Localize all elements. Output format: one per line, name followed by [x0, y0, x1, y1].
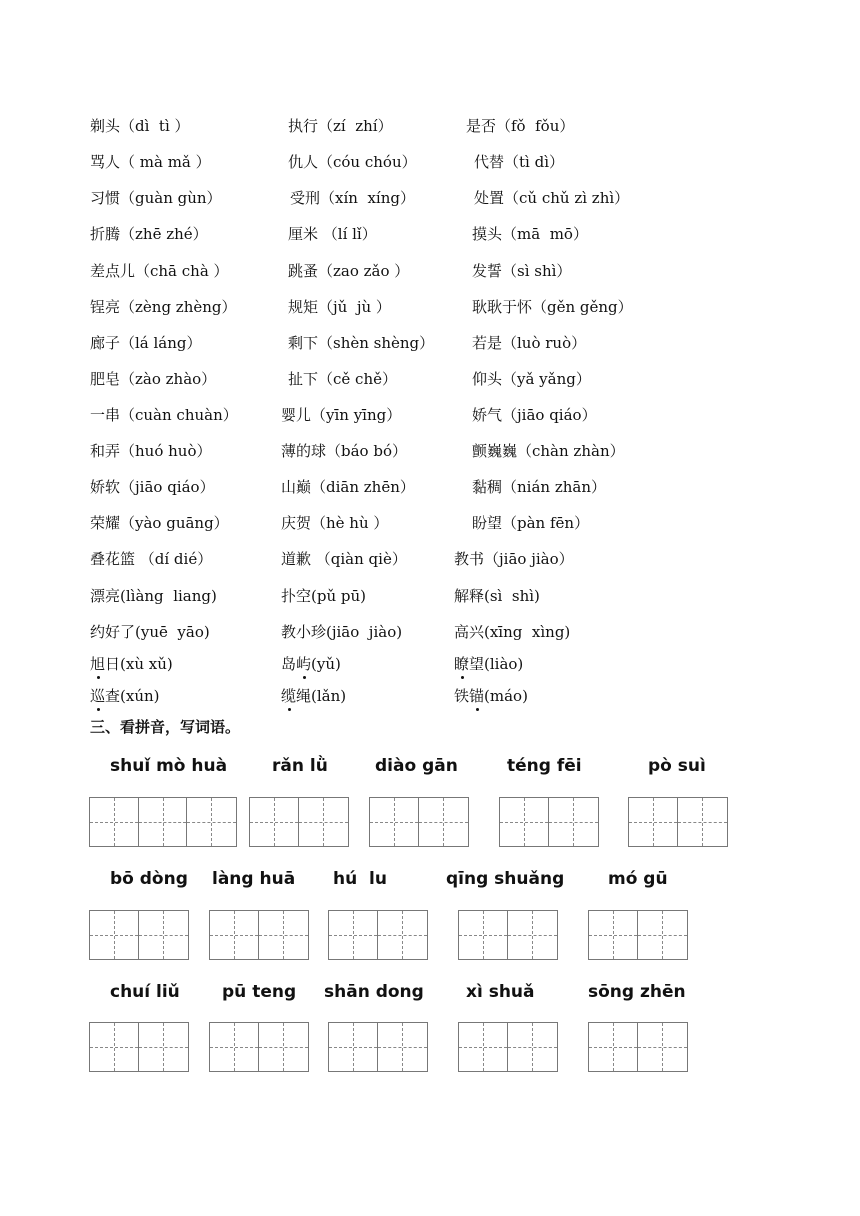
vocab-item: 仰头（yǎ yǎng）: [472, 370, 591, 388]
pinyin-label: sōng zhēn: [588, 982, 686, 1002]
vocab-item: 若是（luò ruò）: [472, 334, 587, 352]
pinyin-label: hú lu: [333, 869, 387, 889]
emphasis-char: 瞭: [454, 655, 470, 673]
vocab-item: 仇人（cóu chóu）: [288, 153, 417, 171]
emphasis-char: 屿: [296, 655, 312, 673]
vocab-item: 黏稠（nián zhān）: [472, 478, 606, 496]
vocab-rest: 查(xún): [105, 687, 160, 705]
vocab-item: 摸头（mā mō）: [472, 225, 588, 243]
vocab-item: 约好了(yuē yāo): [90, 623, 210, 641]
vocab-item: 和弄（huó huò）: [90, 442, 212, 460]
emphasis-char: 巡: [90, 687, 106, 705]
vocab-item: 折腾（zhē zhé）: [90, 225, 208, 243]
emphasis-char: 缆: [281, 687, 297, 705]
vocab-item: 廊子（lá láng）: [90, 334, 202, 352]
vocab-item: 厘米 （lí lǐ）: [288, 225, 377, 243]
dotted-vocab-item: [90, 686, 160, 706]
vocab-item: 婴儿（yīn yīng）: [281, 406, 402, 424]
writing-grid[interactable]: [499, 797, 599, 847]
vocab-item: 是否（fǒ fǒu）: [466, 117, 575, 135]
vocab-item: 娇气（jiāo qiáo）: [472, 406, 597, 424]
vocab-item: 叠花篮 （dí dié）: [90, 550, 213, 568]
vocab-item: 漂亮(lìàng liang): [90, 587, 217, 605]
writing-grid[interactable]: [458, 1022, 558, 1072]
pinyin-label: téng fēi: [507, 756, 582, 776]
vocab-item: 执行（zí zhí）: [288, 117, 393, 135]
writing-grid[interactable]: [89, 797, 237, 847]
writing-grid[interactable]: [369, 797, 469, 847]
vocab-item: 一串（cuàn chuàn）: [90, 406, 238, 424]
vocab-item: 规矩（jǔ jù ）: [288, 298, 391, 316]
writing-grid[interactable]: [209, 910, 309, 960]
vocab-item: 解释(sì shì): [454, 587, 540, 605]
section-heading: 三、看拼音，写词语。: [90, 718, 241, 736]
vocab-rest: 望(liào): [469, 655, 524, 673]
vocab-item: 发誓（sì shì）: [472, 262, 572, 280]
writing-grid[interactable]: [458, 910, 558, 960]
vocab-rest: (máo): [484, 687, 528, 705]
emphasis-char: 锚: [469, 687, 485, 705]
dotted-vocab-item: [281, 686, 346, 706]
vocab-item: 剃头（dì tì ）: [90, 117, 190, 135]
vocab-item: 骂人（ mà mǎ ）: [90, 153, 211, 171]
pinyin-label: làng huā: [212, 869, 296, 889]
writing-grid[interactable]: [89, 910, 189, 960]
vocab-item: 肥皂（zào zhào）: [90, 370, 217, 388]
vocab-pre: 岛: [281, 655, 297, 673]
vocab-item: 受刑（xín xíng）: [290, 189, 415, 207]
writing-grid[interactable]: [249, 797, 349, 847]
vocab-item: 高兴(xīng xìng): [454, 623, 571, 641]
writing-grid[interactable]: [628, 797, 728, 847]
vocab-item: 颤巍巍（chàn zhàn）: [472, 442, 625, 460]
writing-grid[interactable]: [328, 1022, 428, 1072]
vocab-pre: 铁: [454, 687, 470, 705]
writing-grid[interactable]: [89, 1022, 189, 1072]
pinyin-label: qīng shuǎng: [446, 869, 565, 889]
emphasis-char: 旭: [90, 655, 106, 673]
pinyin-label: bō dòng: [110, 869, 188, 889]
vocab-rest: 绳(lǎn): [296, 687, 347, 705]
pinyin-label: pò suì: [648, 756, 706, 776]
vocab-item: 代替（tì dì）: [474, 153, 564, 171]
vocab-item: 剩下（shèn shèng）: [288, 334, 435, 352]
pinyin-label: chuí liǔ: [110, 982, 180, 1002]
vocab-item: 盼望（pàn fēn）: [472, 514, 590, 532]
pinyin-label: diào gān: [375, 756, 458, 776]
vocab-rest: 日(xù xǔ): [105, 655, 173, 673]
vocab-item: 山巅（diān zhēn）: [281, 478, 415, 496]
dotted-vocab-item: [454, 654, 523, 674]
writing-grid[interactable]: [588, 910, 688, 960]
vocab-item: 处置（cǔ chǔ zì zhì）: [474, 189, 630, 207]
vocab-item: 锃亮（zèng zhèng）: [90, 298, 237, 316]
dotted-vocab-item: [281, 654, 341, 674]
writing-grid[interactable]: [209, 1022, 309, 1072]
vocab-item: 教小珍(jiāo jiào): [281, 623, 403, 641]
writing-grid[interactable]: [588, 1022, 688, 1072]
vocab-item: 耿耿于怀（gěn gěng）: [472, 298, 633, 316]
pinyin-label: shān dong: [324, 982, 424, 1002]
vocab-item: 薄的球（báo bó）: [281, 442, 407, 460]
writing-grid[interactable]: [328, 910, 428, 960]
vocab-item: 差点儿（chā chà ）: [90, 262, 229, 280]
vocab-item: 道歉 （qiàn qiè）: [281, 550, 407, 568]
pinyin-label: rǎn lǜ: [272, 756, 328, 776]
pinyin-label: mó gū: [608, 869, 668, 889]
vocab-item: 跳蚤（zao zǎo ）: [288, 262, 410, 280]
dotted-vocab-item: [90, 654, 173, 674]
dotted-vocab-item: [454, 686, 528, 706]
pinyin-label: xì shuǎ: [466, 982, 535, 1002]
pinyin-label: pū teng: [222, 982, 297, 1002]
vocab-item: 扑空(pǔ pū): [281, 587, 366, 605]
vocab-item: 庆贺（hè hù ）: [281, 514, 389, 532]
vocab-item: 扯下（cě chě）: [288, 370, 397, 388]
vocab-item: 习惯（guàn gùn）: [90, 189, 222, 207]
vocab-item: 荣耀（yào guāng）: [90, 514, 229, 532]
vocab-item: 教书（jiāo jiào）: [454, 550, 574, 568]
vocab-item: 娇软（jiāo qiáo）: [90, 478, 215, 496]
pinyin-label: shuǐ mò huà: [110, 756, 228, 776]
vocab-rest: (yǔ): [311, 655, 341, 673]
